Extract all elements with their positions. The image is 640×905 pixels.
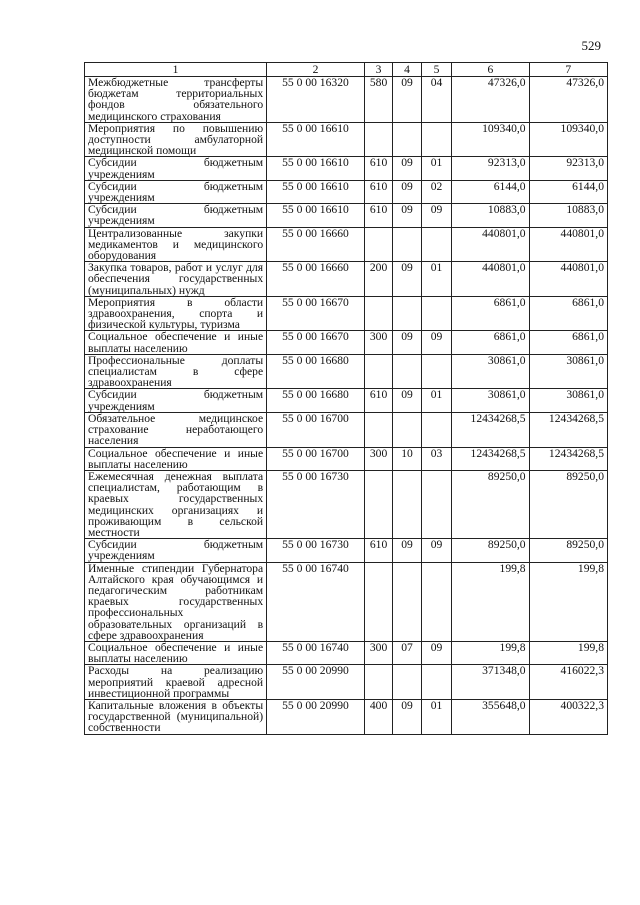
section-code: 09 (393, 262, 421, 297)
amount-column-7: 30861,0 (529, 389, 607, 412)
item-name: Закупка товаров, работ и услуг для обеспечения государственных (муниципальных) нужд (85, 262, 267, 297)
target-article-code: 55 0 00 16610 (267, 157, 365, 180)
item-name: Социальное обеспечение и иные выплаты населению (85, 447, 267, 470)
table-row (85, 180, 608, 203)
expense-type-code: 300 (364, 331, 392, 354)
budget-table (84, 62, 608, 735)
amount-column-6: 30861,0 (452, 354, 529, 389)
target-article-code: 55 0 00 16740 (267, 562, 365, 641)
subsection-code (421, 470, 452, 538)
amount-column-6: 92313,0 (452, 157, 529, 180)
item-name: Профессиональные доплаты специалистам в сфере здравоохранения (85, 354, 267, 389)
section-code (393, 296, 421, 331)
amount-column-6: 355648,0 (452, 699, 529, 734)
item-name: Субсидии бюджетным учреждениям (85, 389, 267, 412)
section-code (393, 665, 421, 700)
subsection-code (421, 122, 452, 157)
subsection-code: 01 (421, 389, 452, 412)
header-row (85, 63, 608, 77)
amount-column-7: 6144,0 (529, 180, 607, 203)
section-code: 09 (393, 204, 421, 227)
table-row (85, 412, 608, 447)
subsection-code: 03 (421, 447, 452, 470)
expense-type-code: 300 (364, 641, 392, 664)
table-row (85, 296, 608, 331)
column-header-5: 5 (421, 63, 452, 77)
section-code: 07 (393, 641, 421, 664)
section-code (393, 412, 421, 447)
expense-type-code: 610 (364, 180, 392, 203)
expense-type-code: 610 (364, 157, 392, 180)
table-row (85, 77, 608, 123)
column-header-2: 2 (267, 63, 365, 77)
target-article-code: 55 0 00 16730 (267, 470, 365, 538)
table-row (85, 227, 608, 262)
target-article-code: 55 0 00 16730 (267, 539, 365, 562)
column-header-7: 7 (529, 63, 607, 77)
expense-type-code (364, 665, 392, 700)
expense-type-code: 610 (364, 539, 392, 562)
section-code (393, 227, 421, 262)
expense-type-code (364, 227, 392, 262)
item-name: Субсидии бюджетным учреждениям (85, 539, 267, 562)
section-code: 10 (393, 447, 421, 470)
subsection-code (421, 412, 452, 447)
subsection-code: 01 (421, 262, 452, 297)
column-header-3: 3 (364, 63, 392, 77)
expense-type-code (364, 354, 392, 389)
amount-column-6: 12434268,5 (452, 412, 529, 447)
column-header-4: 4 (393, 63, 421, 77)
table-row (85, 389, 608, 412)
subsection-code: 09 (421, 641, 452, 664)
table-row (85, 262, 608, 297)
table-row (85, 562, 608, 641)
subsection-code: 02 (421, 180, 452, 203)
subsection-code: 01 (421, 699, 452, 734)
target-article-code: 55 0 00 16660 (267, 227, 365, 262)
column-header-1: 1 (85, 63, 267, 77)
section-code: 09 (393, 180, 421, 203)
table-row (85, 122, 608, 157)
subsection-code: 04 (421, 77, 452, 123)
amount-column-6: 199,8 (452, 641, 529, 664)
target-article-code: 55 0 00 16700 (267, 412, 365, 447)
target-article-code: 55 0 00 16740 (267, 641, 365, 664)
expense-type-code: 580 (364, 77, 392, 123)
table-row (85, 447, 608, 470)
amount-column-7: 199,8 (529, 562, 607, 641)
expense-type-code: 610 (364, 204, 392, 227)
amount-column-6: 371348,0 (452, 665, 529, 700)
section-code: 09 (393, 157, 421, 180)
table-row (85, 470, 608, 538)
table-row (85, 157, 608, 180)
amount-column-7: 6861,0 (529, 331, 607, 354)
subsection-code (421, 665, 452, 700)
item-name: Обязательное медицинское страхование неработающего населения (85, 412, 267, 447)
section-code: 09 (393, 331, 421, 354)
target-article-code: 55 0 00 16680 (267, 389, 365, 412)
table-row (85, 354, 608, 389)
table-row (85, 641, 608, 664)
amount-column-6: 30861,0 (452, 389, 529, 412)
amount-column-6: 440801,0 (452, 227, 529, 262)
subsection-code (421, 227, 452, 262)
section-code: 09 (393, 699, 421, 734)
item-name: Централизованные закупки медикаментов и медицинского оборудования (85, 227, 267, 262)
amount-column-6: 6861,0 (452, 331, 529, 354)
amount-column-7: 12434268,5 (529, 447, 607, 470)
amount-column-6: 109340,0 (452, 122, 529, 157)
section-code (393, 562, 421, 641)
subsection-code: 01 (421, 157, 452, 180)
item-name: Расходы на реализацию мероприятий краевой адресной инвестиционной программы (85, 665, 267, 700)
target-article-code: 55 0 00 20990 (267, 699, 365, 734)
item-name: Социальное обеспечение и иные выплаты населению (85, 331, 267, 354)
amount-column-6: 199,8 (452, 562, 529, 641)
amount-column-7: 109340,0 (529, 122, 607, 157)
amount-column-7: 440801,0 (529, 227, 607, 262)
section-code (393, 354, 421, 389)
page-number: 529 (581, 38, 601, 53)
amount-column-6: 6861,0 (452, 296, 529, 331)
item-name: Мероприятия в области здравоохранения, спорта и физической культуры, туризма (85, 296, 267, 331)
subsection-code (421, 296, 452, 331)
item-name: Субсидии бюджетным учреждениям (85, 204, 267, 227)
subsection-code (421, 562, 452, 641)
amount-column-7: 199,8 (529, 641, 607, 664)
amount-column-6: 47326,0 (452, 77, 529, 123)
subsection-code: 09 (421, 539, 452, 562)
amount-column-7: 47326,0 (529, 77, 607, 123)
target-article-code: 55 0 00 16700 (267, 447, 365, 470)
amount-column-6: 89250,0 (452, 470, 529, 538)
item-name: Межбюджетные трансферты бюджетам территориальных фондов обязательного медицинского страхования (85, 77, 267, 123)
target-article-code: 55 0 00 16320 (267, 77, 365, 123)
item-name: Именные стипендии Губернатора Алтайского края обучающимся и педагогическим работникам краевых государственных профессиональных образовательных организаций в сфере здравоохранения (85, 562, 267, 641)
expense-type-code (364, 470, 392, 538)
target-article-code: 55 0 00 16610 (267, 122, 365, 157)
target-article-code: 55 0 00 16660 (267, 262, 365, 297)
item-name: Ежемесячная денежная выплата специалистам, работающим в краевых государственных медицинских организациях и проживающим в сельской местности (85, 470, 267, 538)
expense-type-code (364, 122, 392, 157)
amount-column-6: 12434268,5 (452, 447, 529, 470)
expense-type-code (364, 296, 392, 331)
table-row (85, 331, 608, 354)
amount-column-7: 92313,0 (529, 157, 607, 180)
amount-column-7: 10883,0 (529, 204, 607, 227)
table-row (85, 204, 608, 227)
section-code: 09 (393, 77, 421, 123)
amount-column-7: 6861,0 (529, 296, 607, 331)
target-article-code: 55 0 00 20990 (267, 665, 365, 700)
item-name: Капитальные вложения в объекты государственной (муниципальной) собственности (85, 699, 267, 734)
item-name: Субсидии бюджетным учреждениям (85, 180, 267, 203)
amount-column-6: 440801,0 (452, 262, 529, 297)
section-code: 09 (393, 539, 421, 562)
subsection-code: 09 (421, 331, 452, 354)
table-row (85, 539, 608, 562)
target-article-code: 55 0 00 16680 (267, 354, 365, 389)
amount-column-6: 10883,0 (452, 204, 529, 227)
amount-column-7: 12434268,5 (529, 412, 607, 447)
section-code: 09 (393, 389, 421, 412)
expense-type-code (364, 412, 392, 447)
amount-column-7: 89250,0 (529, 539, 607, 562)
target-article-code: 55 0 00 16610 (267, 204, 365, 227)
target-article-code: 55 0 00 16670 (267, 331, 365, 354)
table-row (85, 699, 608, 734)
section-code (393, 470, 421, 538)
expense-type-code: 200 (364, 262, 392, 297)
amount-column-6: 6144,0 (452, 180, 529, 203)
expense-type-code: 400 (364, 699, 392, 734)
amount-column-7: 400322,3 (529, 699, 607, 734)
item-name: Мероприятия по повышению доступности амбулаторной медицинской помощи (85, 122, 267, 157)
subsection-code (421, 354, 452, 389)
subsection-code: 09 (421, 204, 452, 227)
item-name: Субсидии бюджетным учреждениям (85, 157, 267, 180)
table-body (85, 77, 608, 735)
expense-type-code (364, 562, 392, 641)
amount-column-7: 416022,3 (529, 665, 607, 700)
amount-column-7: 30861,0 (529, 354, 607, 389)
target-article-code: 55 0 00 16610 (267, 180, 365, 203)
amount-column-7: 89250,0 (529, 470, 607, 538)
amount-column-7: 440801,0 (529, 262, 607, 297)
item-name: Социальное обеспечение и иные выплаты населению (85, 641, 267, 664)
section-code (393, 122, 421, 157)
table-row (85, 665, 608, 700)
amount-column-6: 89250,0 (452, 539, 529, 562)
column-header-6: 6 (452, 63, 529, 77)
target-article-code: 55 0 00 16670 (267, 296, 365, 331)
expense-type-code: 610 (364, 389, 392, 412)
expense-type-code: 300 (364, 447, 392, 470)
